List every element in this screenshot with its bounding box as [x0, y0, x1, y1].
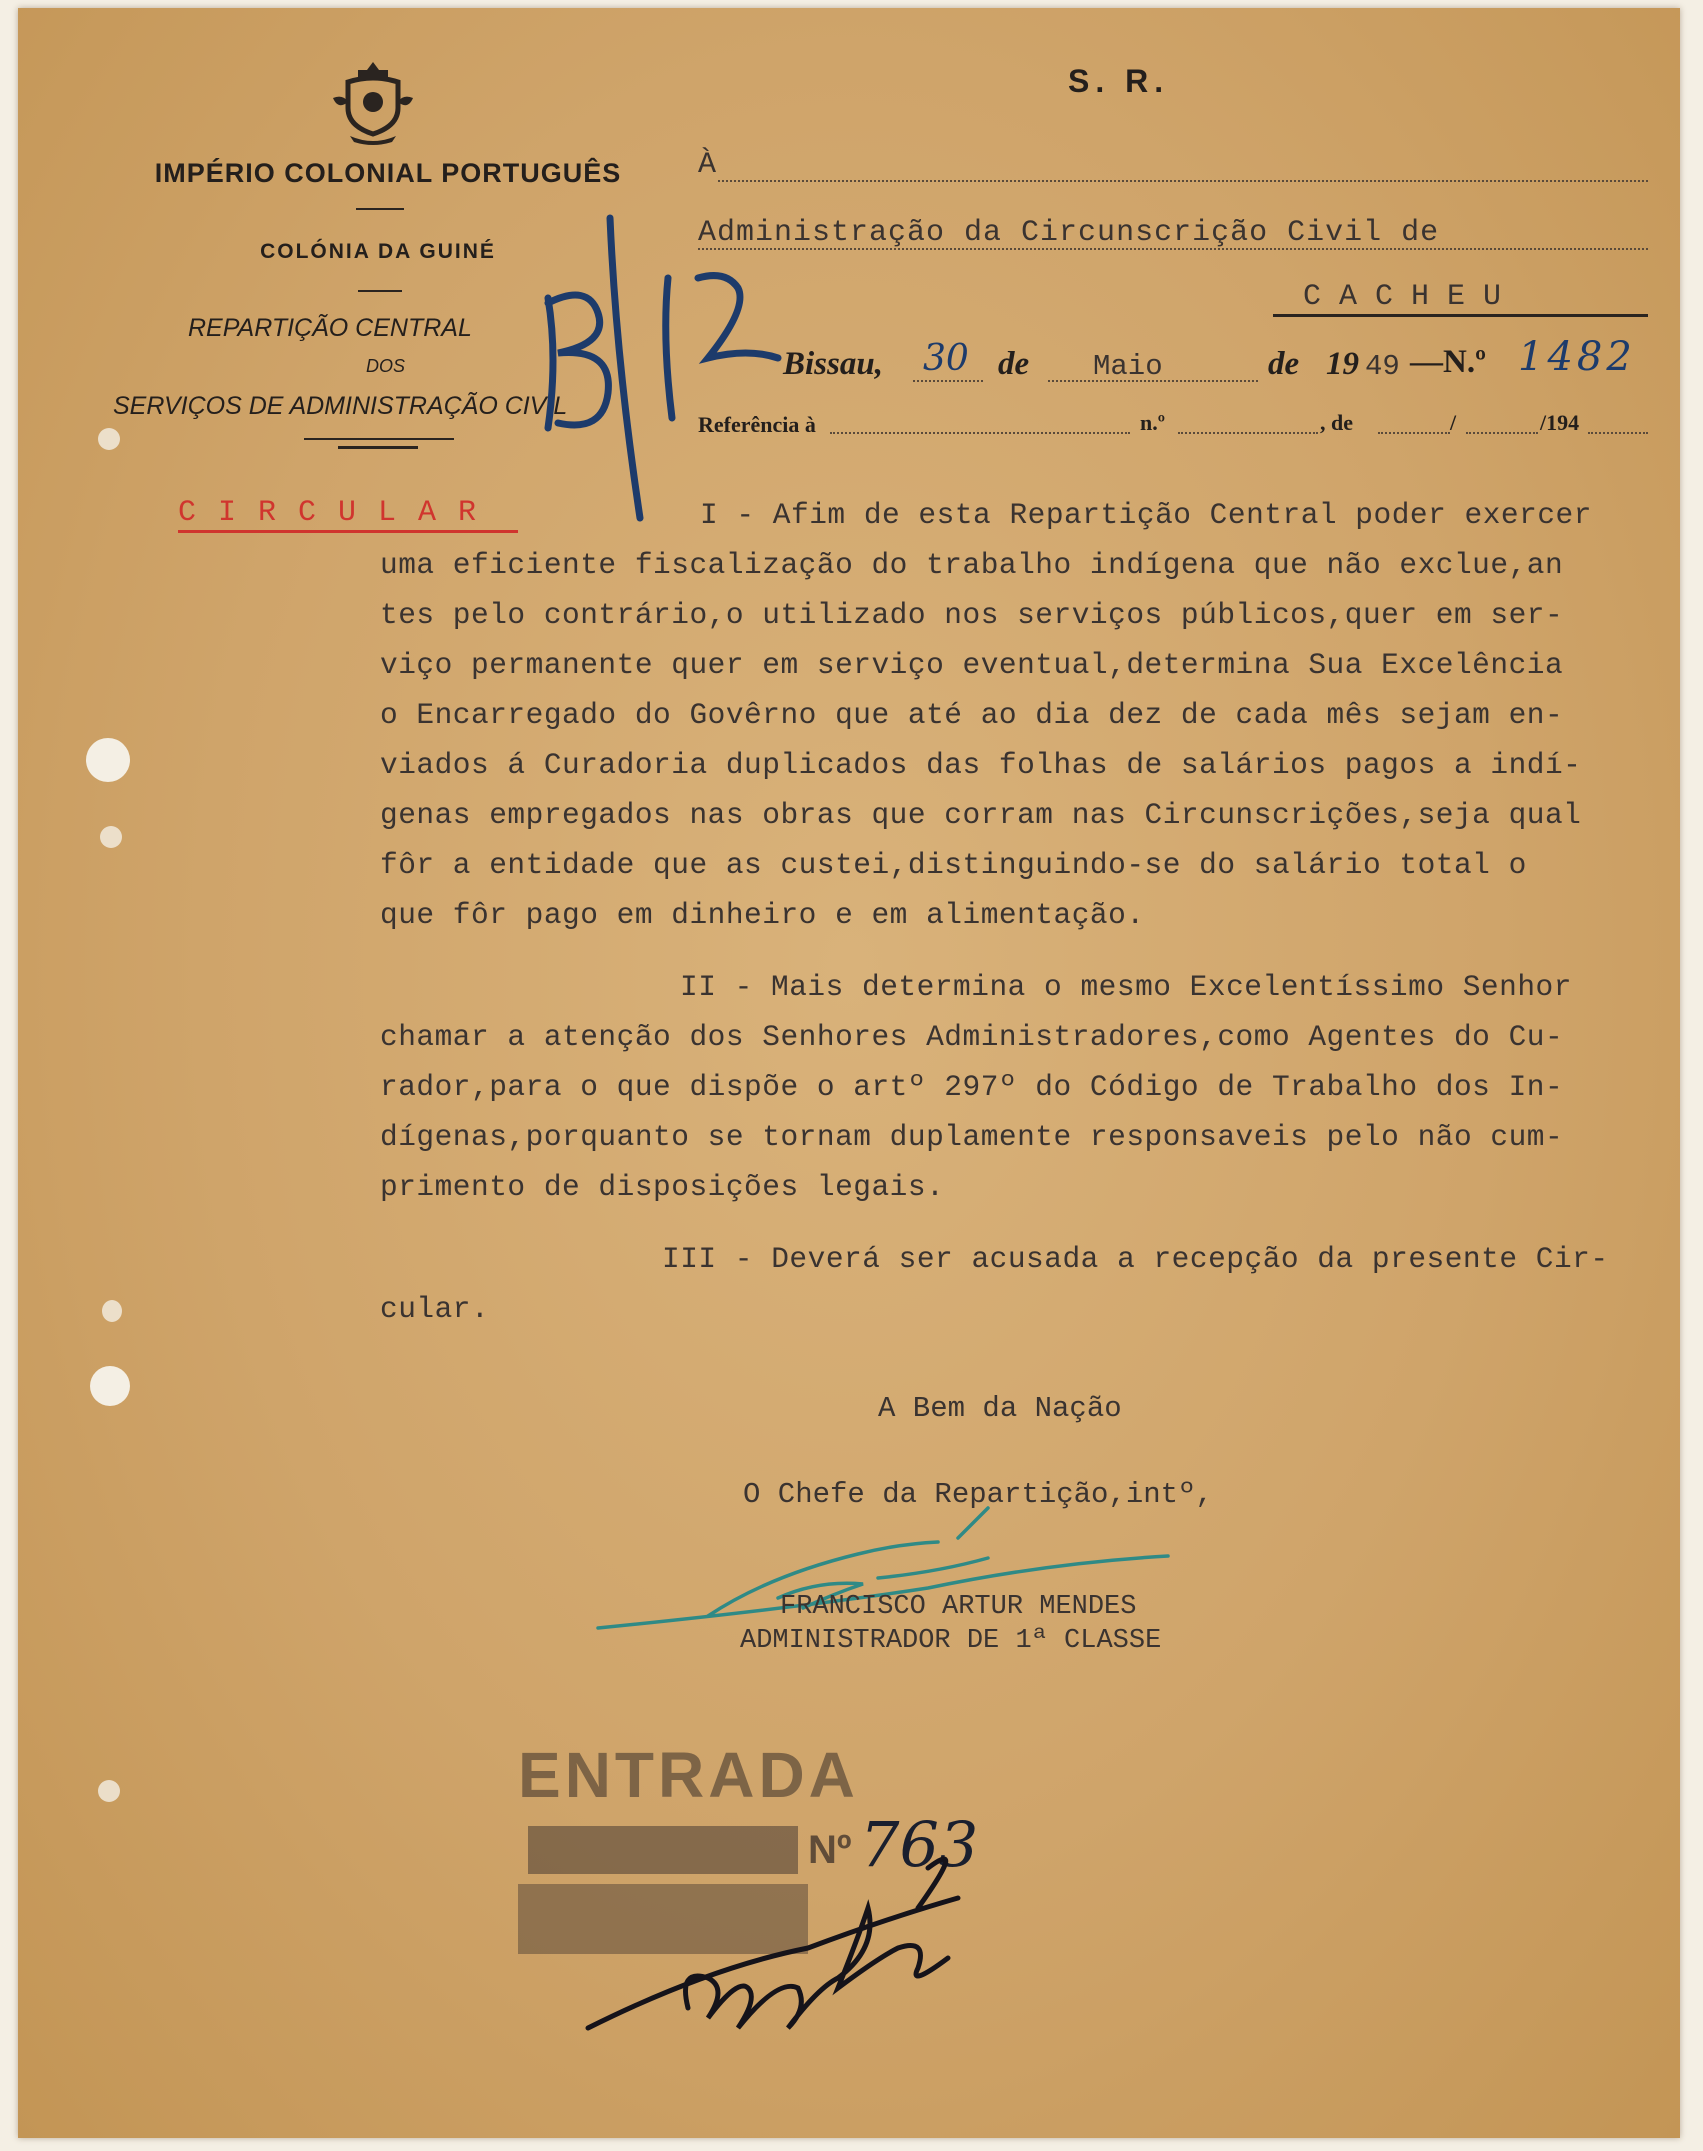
- closing-title: O Chefe da Repartição,intº,: [743, 1478, 1213, 1511]
- reference-slash: /: [1450, 410, 1457, 435]
- receipt-signature-mark: [568, 1838, 1088, 2058]
- office-line-2: DOS: [366, 356, 406, 376]
- paper-puncture: [98, 1780, 120, 1802]
- date-city: Bissau,: [783, 346, 883, 382]
- reference-de-label: , de: [1320, 410, 1353, 435]
- body-line: viados á Curadoria duplicados das folhas de salários pagos a indí-: [380, 748, 1582, 782]
- address-place: C A C H E U: [1303, 280, 1502, 314]
- paper-puncture: [98, 428, 120, 450]
- empire-title: IMPÉRIO COLONIAL PORTUGUÊS: [154, 158, 622, 188]
- closing-salutation: A Bem da Nação: [878, 1392, 1122, 1425]
- paper-puncture: [100, 826, 122, 848]
- signatory-rank: ADMINISTRADOR DE 1ª CLASSE: [740, 1626, 1162, 1656]
- date-year-prefix: 19: [1326, 346, 1359, 382]
- coat-of-arms-icon: [328, 58, 418, 146]
- body-line: chamar a atenção dos Senhores Administradores,como Agentes do Cu-: [380, 1020, 1564, 1054]
- body-line: o Encarregado do Govêrno que até ao dia dez de cada mês sejam en-: [380, 698, 1564, 732]
- body-line: dígenas,porquanto se tornam duplamente responsaveis pelo não cum-: [380, 1120, 1564, 1154]
- stamp-number-label: Nº: [808, 1828, 852, 1872]
- paper-puncture: [102, 1300, 122, 1322]
- body-line: fôr a entidade que as custei,distinguindo-se do salário total o: [380, 848, 1527, 882]
- reference-no-label: n.º: [1140, 410, 1165, 435]
- date-de-2: de: [1268, 346, 1300, 382]
- body-line: I - Afim de esta Repartição Central poder exercer: [700, 498, 1592, 532]
- binder-hole: [86, 738, 130, 782]
- document-number: 1482: [1518, 334, 1636, 380]
- signatory-name: FRANCISCO ARTUR MENDES: [780, 1592, 1137, 1622]
- address-to: À: [698, 148, 717, 182]
- body-line: III - Deverá ser acusada a recepção da presente Cir-: [662, 1242, 1609, 1276]
- body-line: tes pelo contrário,o utilizado nos serviços públicos,quer em ser-: [380, 598, 1564, 632]
- body-line: viço permanente quer em serviço eventual,determina Sua Excelência: [380, 648, 1564, 682]
- sr-mark: S. R.: [1068, 63, 1170, 99]
- stamp-text: ENTRADA: [518, 1739, 859, 1811]
- body-line: rador,para o que dispõe o artº 297º do Código de Trabalho dos In-: [380, 1070, 1564, 1104]
- document-page: [18, 8, 1680, 2138]
- office-line-1: REPARTIÇÃO CENTRAL: [188, 314, 472, 342]
- circular-label: C I R C U L A R: [178, 496, 479, 530]
- handwritten-note-marks: [518, 208, 818, 528]
- reference-label: Referência à: [698, 412, 816, 437]
- body-line: primento de disposições legais.: [380, 1170, 945, 1204]
- body-line: II - Mais determina o mesmo Excelentíssimo Senhor: [680, 970, 1572, 1004]
- body-line: uma eficiente fiscalização do trabalho indígena que não exclue,an: [380, 548, 1564, 582]
- body-line: que fôr pago em dinheiro e em alimentação.: [380, 898, 1145, 932]
- number-label: —N.º: [1410, 344, 1486, 380]
- body-line: cular.: [380, 1292, 490, 1326]
- reference-year: /194: [1540, 410, 1580, 435]
- address-recipient: Administração da Circunscrição Civil de: [698, 216, 1440, 250]
- stamp-number: 763: [860, 1808, 979, 1881]
- body-line: genas empregados nas obras que corram nas Circunscrições,seja qual: [380, 798, 1582, 832]
- binder-hole: [90, 1366, 130, 1406]
- colony-title: COLÓNIA DA GUINÉ: [260, 240, 496, 263]
- office-line-3: SERVIÇOS DE ADMINISTRAÇÃO CIVIL: [113, 392, 568, 420]
- date-month: Maio: [1093, 350, 1163, 383]
- date-year-suffix: 49: [1365, 350, 1400, 383]
- date-de-1: de: [998, 346, 1030, 382]
- date-day: 30: [923, 338, 969, 379]
